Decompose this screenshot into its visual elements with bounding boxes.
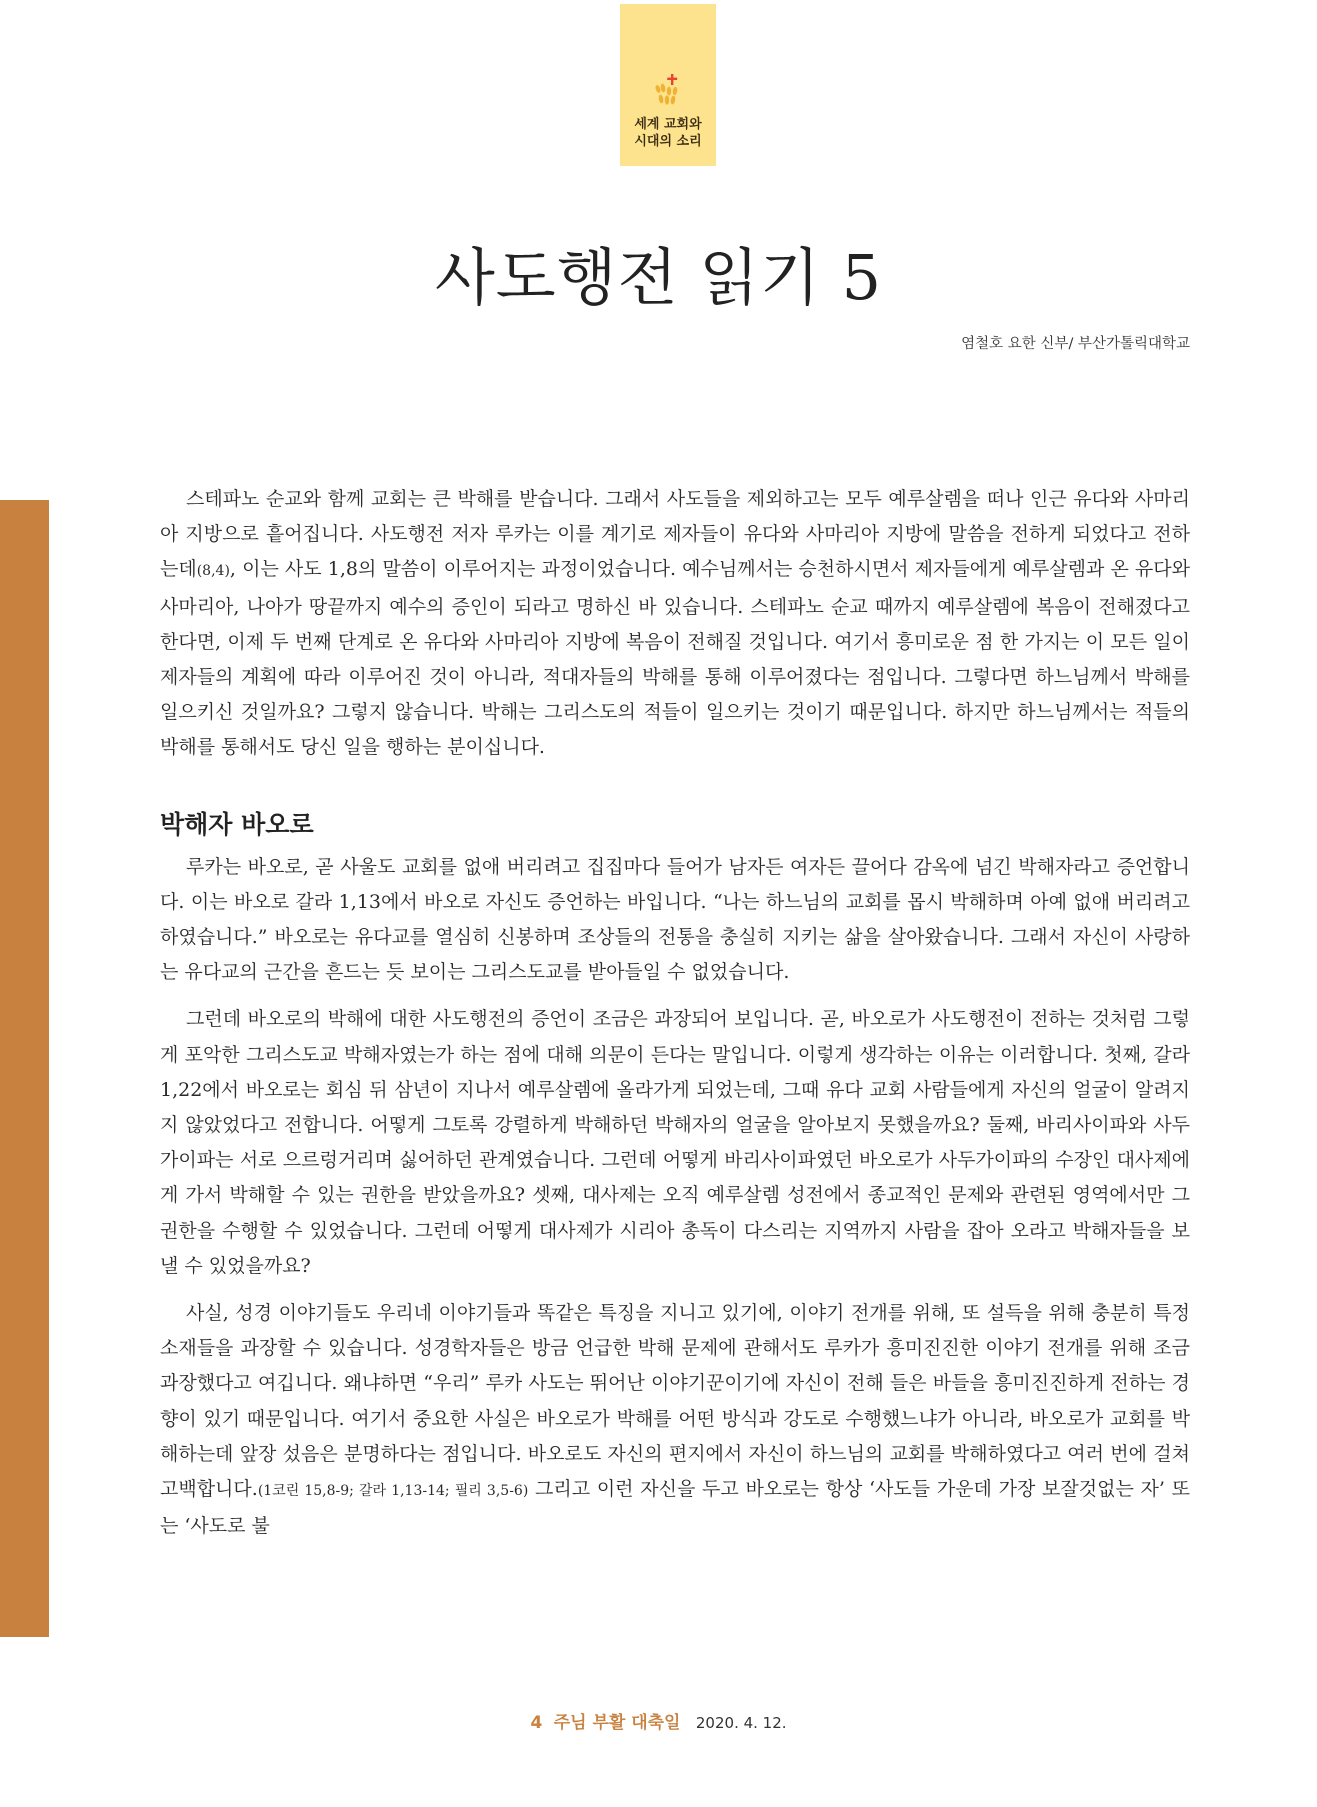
badge-line-2: 시대의 소리: [634, 134, 702, 149]
body-paragraph-3: [160, 1296, 1190, 1544]
section-heading: 박해자 바오로: [160, 809, 314, 839]
issue-date: 2020. 4. 12.: [695, 1714, 787, 1732]
para3-text: 사실, 성경 이야기들도 우리네 이야기들과 똑같은 특징을 지니고 있기에, 이야기 전개를 위해, 또 설득을 위해 충분히 특정 소재들을 과장할 수 있습니다. 성경학자들은 방금 언급한 박해 문제에 관해서도 루카가 흥미진진한 이야기 전개를 위해 조금 과장했다고 여깁니다. 왜냐하면 “우리” 루카 사도는 뛰어난 이야기꾼이기에 자신이 전해 들은 바들을 흥미진진하게 전하는 경향이 있기 때문입니다. 여기서 중요한 사실은 바오로가 박해를 어떤 방식과 강도로 수행했느냐가 아니라, 바오로가 교회를 박해하는데 앞장 섰음은 분명하다는 점입니다. 바오로도 자신의 편지에서 자신이 하느님의 교회를 박해하였다고 여러 번에 걸쳐 고백합니다.: [160, 1302, 1190, 1501]
intro-text-rest: , 이는 사도 1,8의 말씀이 이루어지는 과정이었습니다. 예수님께서는 승천하시면서 제자들에게 예루살렘과 온 유다와 사마리아, 나아가 땅끝까지 예수의 증인이 되라고 명하신 바 있습니다. 스테파노 순교 때까지 예루살렘에 복음이 전해졌다고 한다면, 이제 두 번째 단계로 온 유다와 사마리아 지방에 복음이 전해질 것입니다. 여기서 흥미로운 점 한 가지는 이 모든 일이 제자들의 계획에 따라 이루어진 것이 아니라, 적대자들의 박해를 통해 이루어졌다는 점입니다. 그렇다면 하느님께서 박해를 일으키신 것일까요? 그렇지 않습니다. 박해는 그리스도의 적들이 일으키는 것이기 때문입니다. 하지만 하느님께서는 적들의 박해를 통해서도 당신 일을 행하는 분이십니다.: [160, 558, 1190, 759]
body-paragraph-1: 루카는 바오로, 곧 사울도 교회를 없애 버리려고 집집마다 들어가 남자든 여자든 끌어다 감옥에 넘긴 박해자라고 증언합니다. 이는 바오로 갈라 1,13에서 바오로 자신도 증언하는 바입니다. “나는 하느님의 교회를 몹시 박해하며 아예 없애 버리려고 하였습니다.” 바오로는 유다교를 열심히 신봉하며 조상들의 전통을 충실히 지키는 삶을 살아왔습니다. 그래서 자신이 사랑하는 유다교의 근간을 흔드는 듯 보이는 그리스도교를 받아들일 수 없었습니다.: [160, 855, 1190, 984]
badge-label: [620, 116, 716, 150]
intro-reference: (8,4): [196, 563, 230, 580]
article-title: 사도행전 읽기 5: [434, 241, 883, 314]
page-number: 4: [530, 1713, 543, 1733]
page-footer: [0, 1708, 1317, 1733]
article-body: [160, 482, 1190, 1544]
feast-name: 주님 부활 대축일: [553, 1713, 681, 1733]
intro-paragraph: [160, 482, 1190, 766]
article-author: 염철호 요한 신부/ 부산가톨릭대학교: [961, 336, 1190, 352]
intro-text: 스테파노 순교와 함께 교회는 큰 박해를 받습니다. 그래서 사도들을 제외하고는 모두 예루살렘을 떠나 인근 유다와 사마리아 지방으로 흩어집니다. 사도행전 저자 루카는 이를 계기로 제자들이 유다와 사마리아 지방에 말씀을 전하게 되었다고 전하는데: [160, 488, 1190, 581]
side-accent-bar: [0, 500, 49, 1637]
para3-text-rest: 그리고 이런 자신을 두고 바오로는 항상 ‘사도들 가운데 가장 보잘것없는 자’ 또는 ‘사도로 불: [160, 1478, 1191, 1538]
body-paragraph-2: 그런데 바오로의 박해에 대한 사도행전의 증언이 조금은 과장되어 보입니다. 곧, 바오로가 사도행전이 전하는 것처럼 그렇게 포악한 그리스도교 박해자였는가 하는 점에 대해 의문이 든다는 말입니다. 이렇게 생각하는 이유는 이러합니다. 첫째, 갈라 1,22에서 바오로는 회심 뒤 삼년이 지나서 예루살렘에 올라가게 되었는데, 그때 유다 교회 사람들에게 자신의 얼굴이 알려지지 않았었다고 전합니다. 어떻게 그토록 강렬하게 박해하던 박해자의 얼굴을 알아보지 못했을까요? 둘째, 바리사이파와 사두가이파는 서로 으르렁거리며 싫어하던 관계였습니다. 그런데 어떻게 바리사이파였던 바오로가 사두가이파의 수장인 대사제에게 가서 박해할 수 있는 권한을 받았을까요? 셋째, 대사제는 오직 예루살렘 성전에서 종교적인 문제와 관련된 영역에서만 그 권한을 수행할 수 있었습니다. 그런데 어떻게 대사제가 시리아 총독이 다스리는 지역까지 사람을 잡아 오라고 박해자들을 보낼 수 있었을까요?: [160, 1008, 1190, 1277]
badge-line-1: 세계 교회와: [634, 117, 702, 132]
column-badge: [620, 4, 716, 166]
para3-reference: (1코린 15,8-9; 갈라 1,13-14; 필리 3,5-6): [257, 1483, 529, 1500]
cross-hands-icon: [648, 72, 688, 112]
